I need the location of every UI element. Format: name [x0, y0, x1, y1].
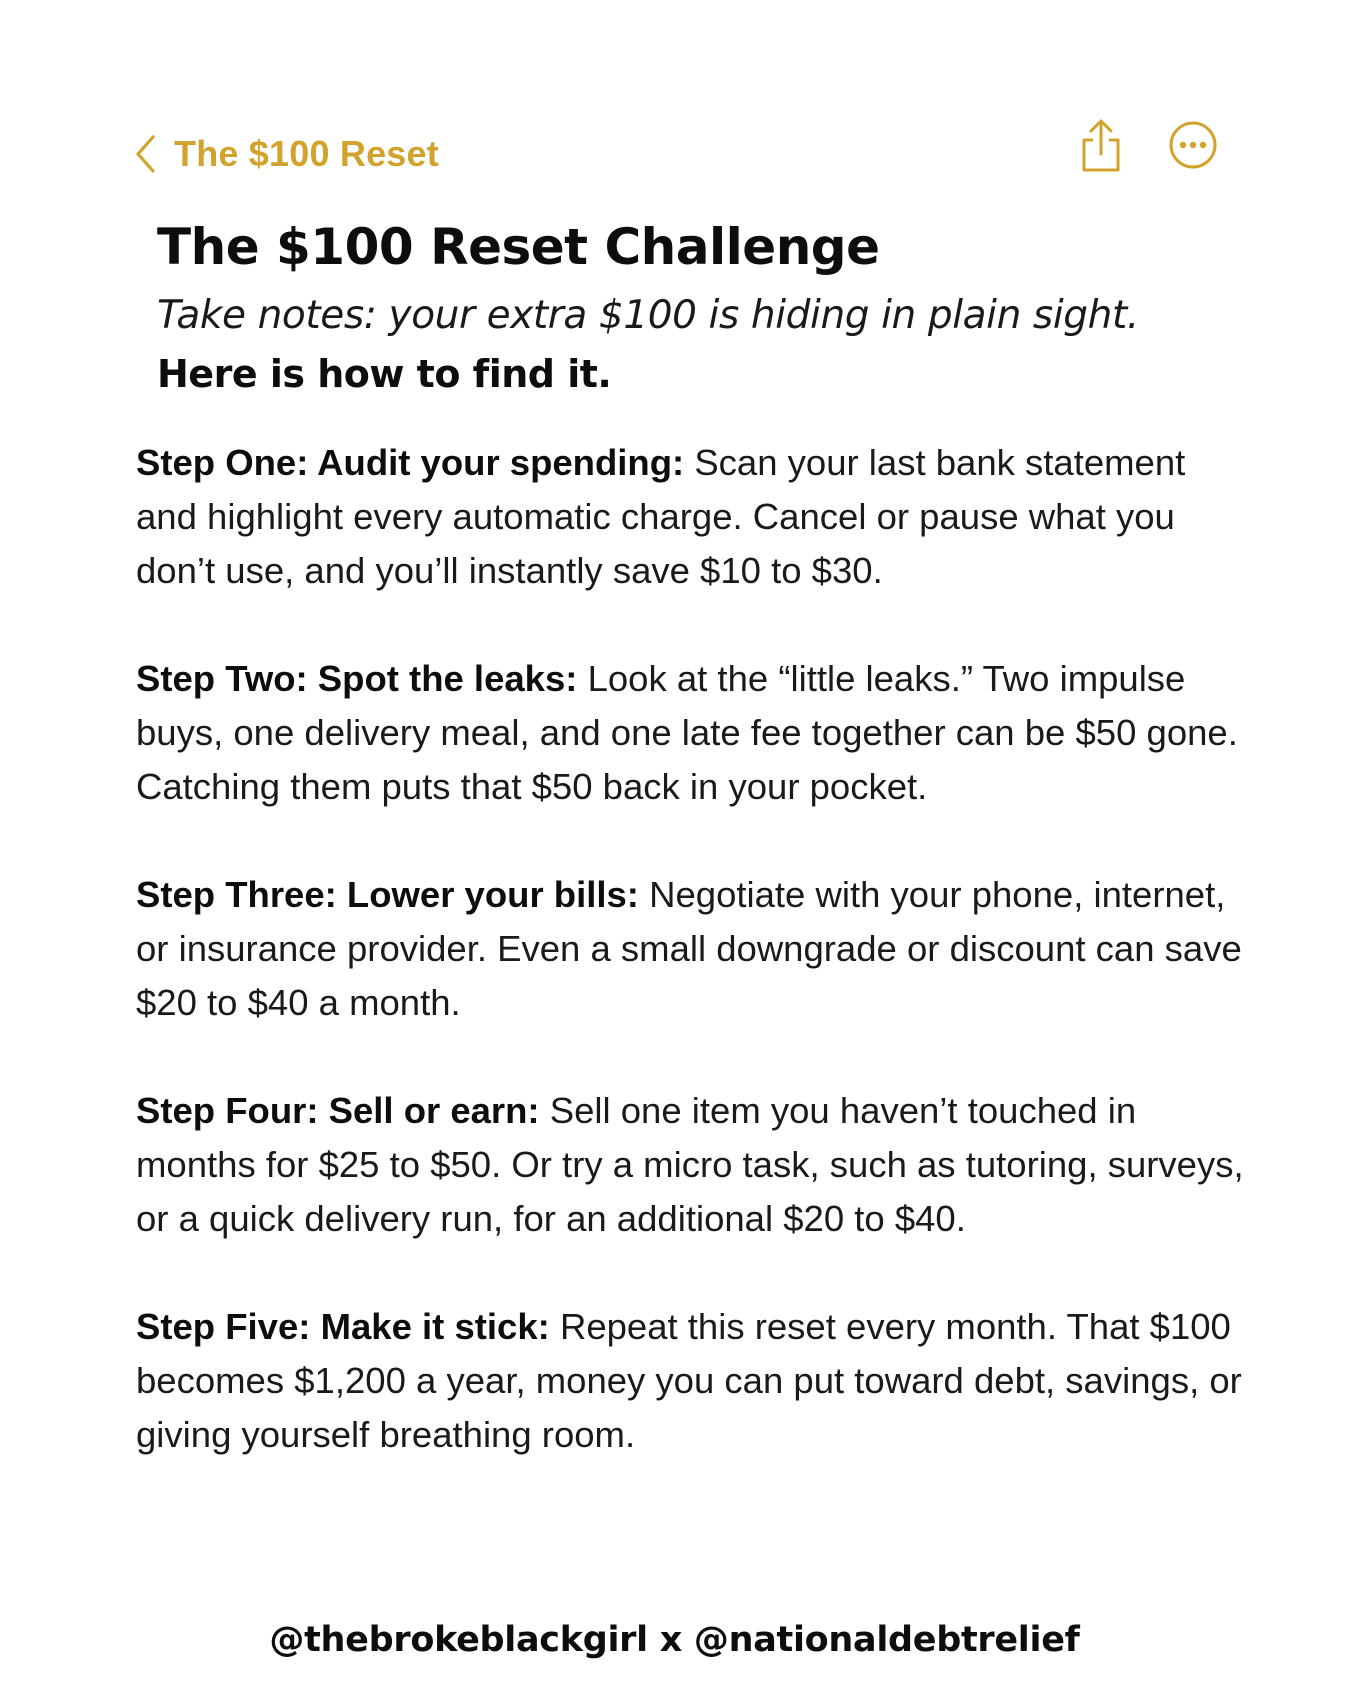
note-subtitle-bold: Here is how to find it. — [157, 352, 612, 396]
nav-bar — [0, 0, 1349, 220]
step-two — [136, 652, 1256, 814]
note-subtitle: Take notes: your extra $100 is hiding in plain sight. — [157, 293, 1139, 338]
step-label: Step One: Audit your spending: — [136, 442, 685, 483]
back-button-label: The $100 Reset — [174, 133, 439, 174]
back-button[interactable] — [134, 133, 439, 175]
share-button[interactable] — [1078, 118, 1124, 179]
step-text: Look at the “little leaks.” Two impulse buys, one delivery meal, and one late fee together can be $50 gone. Catching them puts that $50 back in your pocket. — [136, 658, 1238, 807]
step-three — [136, 868, 1256, 1030]
step-label: Step Four: Sell or earn: — [136, 1090, 540, 1131]
step-four — [136, 1084, 1256, 1246]
step-text: Sell one item you haven’t touched in months for $25 to $50. Or try a micro task, such as tutoring, surveys, or a quick delivery run, for an additional $20 to $40. — [136, 1090, 1244, 1239]
step-label: Step Three: Lower your bills: — [136, 874, 639, 915]
step-text: Repeat this reset every month. That $100 becomes $1,200 a year, money you can put toward debt, savings, or giving yourself breathing room. — [136, 1306, 1242, 1455]
footer-credit: @thebrokeblackgirl x @nationaldebtrelief — [269, 1620, 1080, 1660]
steps-list — [136, 436, 1256, 1516]
step-text: Scan your last bank statement and highlight every automatic charge. Cancel or pause what you don’t use, and you’ll instantly save $10 to $30. — [136, 442, 1186, 591]
step-text: Negotiate with your phone, internet, or insurance provider. Even a small downgrade or discount can save $20 to $40 a month. — [136, 874, 1242, 1023]
more-button[interactable] — [1168, 120, 1218, 175]
step-label: Step Two: Spot the leaks: — [136, 658, 578, 699]
step-one — [136, 436, 1256, 598]
more-icon — [1168, 157, 1218, 174]
chevron-left-icon — [134, 134, 156, 174]
note-title: The $100 Reset Challenge — [157, 218, 880, 276]
share-icon — [1078, 161, 1124, 178]
step-label: Step Five: Make it stick: — [136, 1306, 550, 1347]
step-five — [136, 1300, 1256, 1462]
